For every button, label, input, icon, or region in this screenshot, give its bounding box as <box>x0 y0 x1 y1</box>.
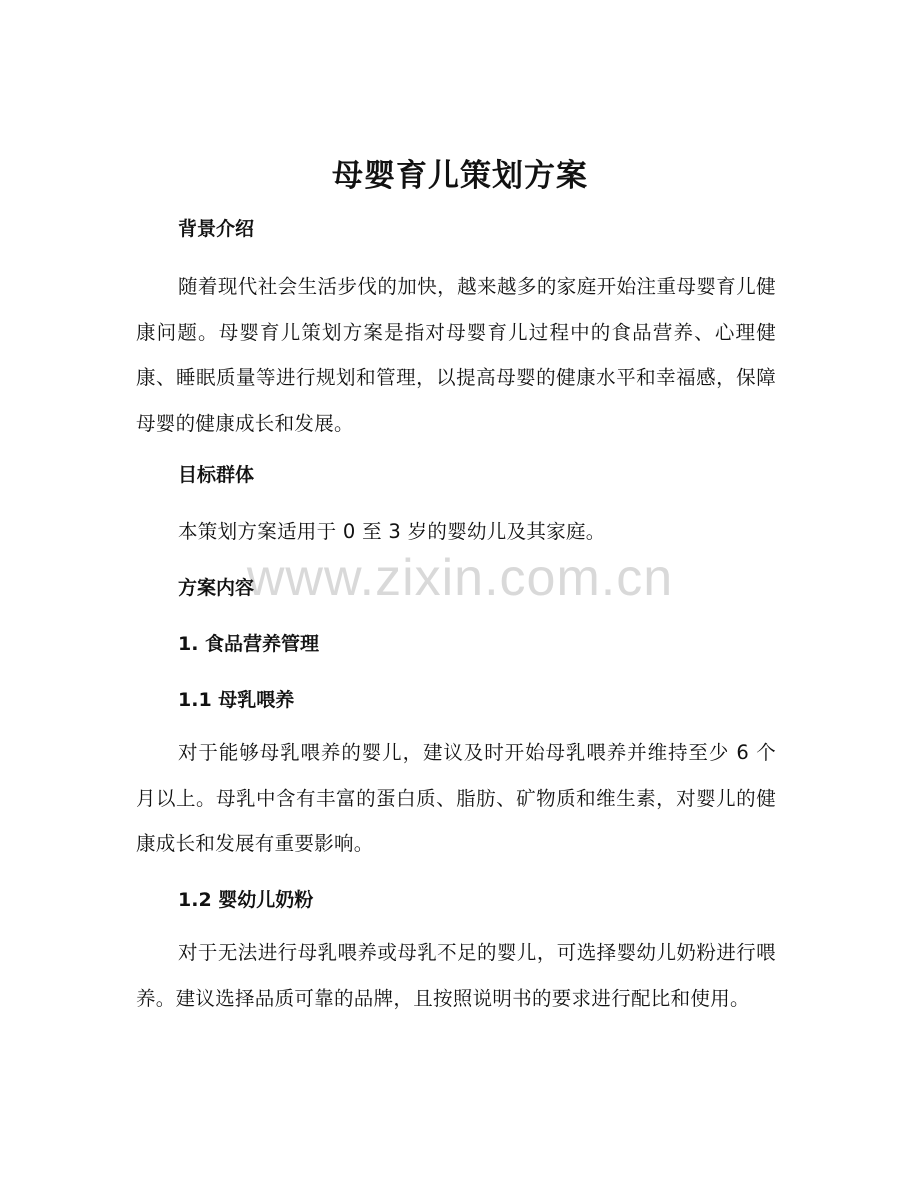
paragraph-formula: 对于无法进行母乳喂养或母乳不足的婴儿，可选择婴幼儿奶粉进行喂养。建议选择品质可靠的品牌，且按照说明书的要求进行配比和使用。 <box>136 941 776 1010</box>
document-title: 母婴育儿策划方案 <box>332 158 588 194</box>
section-heading-formula: 1.2 婴幼儿奶粉 <box>178 889 314 911</box>
paragraph-breastfeeding: 对于能够母乳喂养的婴儿，建议及时开始母乳喂养并维持至少 6 个月以上。母乳中含有丰富的蛋白质、脂肪、矿物质和维生素，对婴儿的健康成长和发展有重要影响。 <box>136 741 776 856</box>
watermark: www.zixin.com.cn <box>246 549 674 607</box>
paragraph-target: 本策划方案适用于 0 至 3 岁的婴幼儿及其家庭。 <box>178 520 606 543</box>
section-heading-nutrition: 1. 食品营养管理 <box>178 633 320 655</box>
section-heading-breastfeeding: 1.1 母乳喂养 <box>178 689 295 711</box>
section-heading-background: 背景介绍 <box>178 218 255 240</box>
section-heading-content: 方案内容 <box>178 577 255 599</box>
section-heading-target: 目标群体 <box>178 464 255 486</box>
paragraph-background: 随着现代社会生活步伐的加快，越来越多的家庭开始注重母婴育儿健康问题。母婴育儿策划方案是指对母婴育儿过程中的食品营养、心理健康、睡眠质量等进行规划和管理，以提高母婴的健康水平和幸福感，保障母婴的健康成长和发展。 <box>136 275 776 436</box>
